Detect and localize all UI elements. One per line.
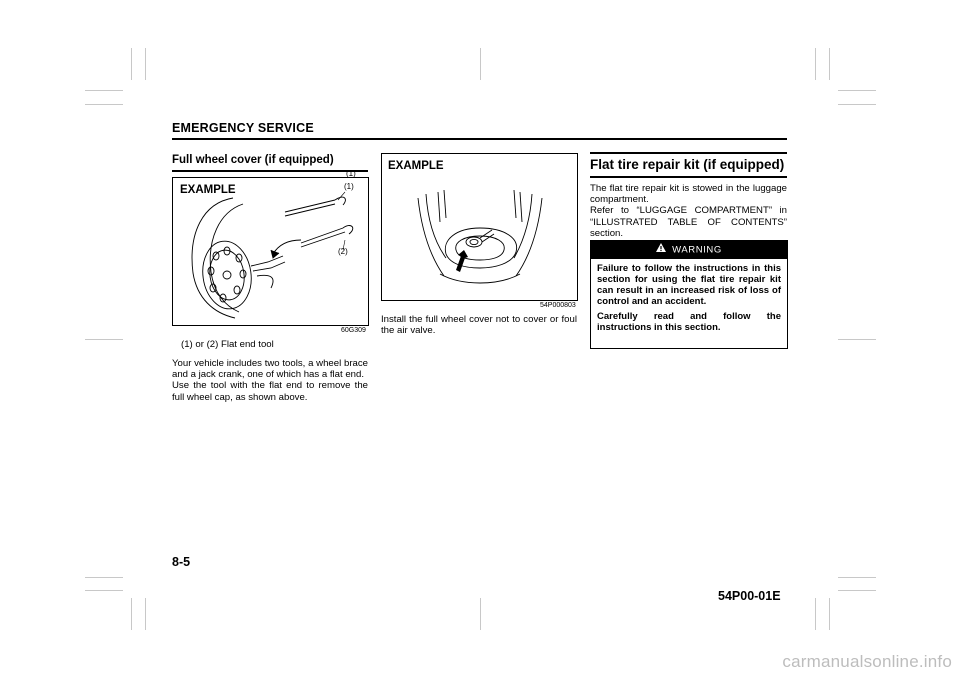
paragraph: Use the tool with the flat end to remove the full wheel cap, as shown above. — [172, 380, 368, 403]
figure-caption: (1) or (2) Flat end tool — [181, 339, 274, 350]
callout-1: (1) — [346, 169, 356, 178]
callout-1-label: (1) — [344, 182, 354, 191]
warning-label: WARNING — [672, 244, 722, 256]
page-number: 8-5 — [172, 555, 191, 569]
warning-text — [591, 259, 787, 338]
wheel-cover-body — [172, 358, 368, 403]
warning-header — [591, 241, 787, 259]
air-valve-figure — [381, 153, 578, 301]
callout-2-label: (2) — [338, 247, 348, 256]
heading-rule — [172, 170, 368, 172]
top-rule — [590, 152, 787, 154]
repair-kit-heading: Flat tire repair kit (if equipped) — [590, 157, 785, 172]
paragraph: The flat tire repair kit is stowed in the luggage compartment. — [590, 183, 787, 206]
wheel-cover-heading: Full wheel cover (if equipped) — [172, 154, 334, 166]
heading-rule — [590, 176, 787, 178]
warning-icon — [656, 241, 666, 259]
header-rule — [172, 138, 787, 140]
paragraph: Your vehicle includes two tools, a wheel brace and a jack crank, one of which has a flat end. — [172, 358, 368, 381]
repair-kit-body — [590, 183, 787, 239]
warning-paragraph: Carefully read and follow the instructions in this section. — [597, 311, 781, 333]
air-valve-illustration — [382, 154, 577, 300]
section-title: EMERGENCY SERVICE — [172, 121, 314, 135]
figure-code: 54P000803 — [540, 302, 576, 309]
paragraph: Refer to “LUGGAGE COMPARTMENT” in “ILLUSTRATED TABLE OF CONTENTS” section. — [590, 205, 787, 239]
figure-label: EXAMPLE — [388, 160, 444, 172]
figure-code: 60G309 — [341, 327, 366, 334]
paragraph: Install the full wheel cover not to cover or foul the air valve. — [381, 314, 577, 337]
document-code: 54P00-01E — [718, 589, 781, 603]
air-valve-body — [381, 314, 577, 336]
warning-paragraph: Failure to follow the instructions in this section for using the flat tire repair kit can result in an increased risk of loss of control and an accident. — [597, 263, 781, 307]
figure-label: EXAMPLE — [180, 184, 236, 196]
warning-box — [590, 240, 788, 349]
watermark: carmanualsonline.info — [782, 652, 952, 671]
